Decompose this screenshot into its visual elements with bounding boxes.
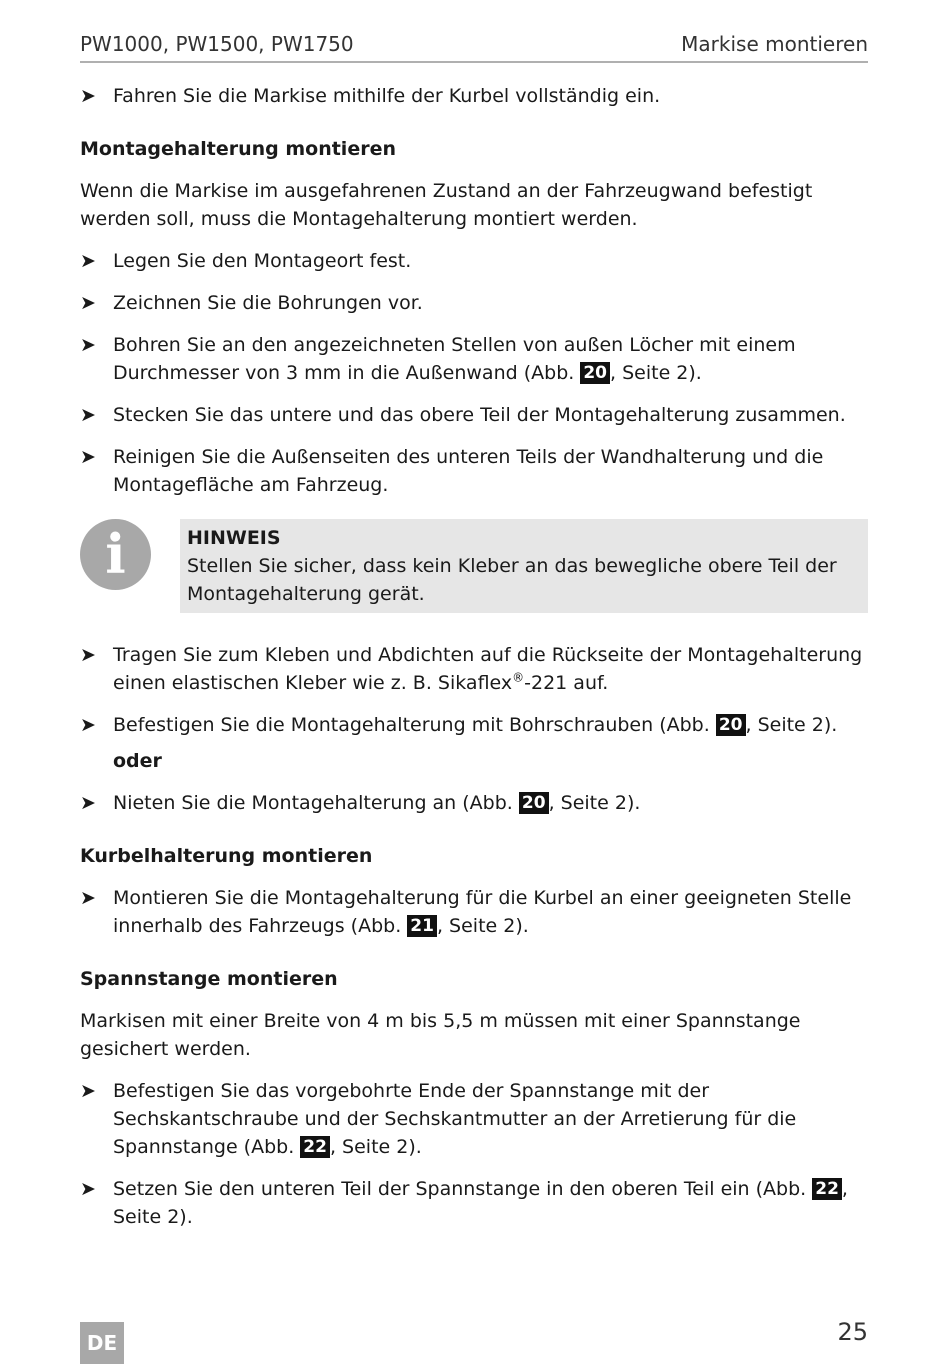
notice-block <box>80 519 870 615</box>
paragraph-spannstange: Markisen mit einer Breite von 4 m bis 5,5 m müssen mit einer Spannstange gesichert werden. <box>80 1010 801 1060</box>
bullet-arrow-icon: ➤ <box>80 714 96 736</box>
step-text: Legen Sie den Montageort fest. <box>113 250 412 272</box>
info-icon: i <box>80 519 151 590</box>
heading-montagehalterung: Montagehalterung montieren <box>80 138 396 160</box>
figure-reference: 20 <box>519 792 549 814</box>
bullet-arrow-icon: ➤ <box>80 1178 96 1200</box>
step-montageort <box>80 247 870 275</box>
header-divider <box>80 61 868 63</box>
step-retract-awning <box>80 82 870 110</box>
bullet-arrow-icon: ➤ <box>80 85 96 107</box>
bullet-arrow-icon: ➤ <box>80 887 96 909</box>
step-text: Stecken Sie das untere und das obere Teil der Montagehalterung zusammen. <box>113 404 846 426</box>
step-bohren <box>80 331 870 387</box>
step-kleber <box>80 641 870 697</box>
figure-reference: 20 <box>580 362 610 384</box>
header-section-title: Markise montieren <box>681 32 868 56</box>
page-content <box>80 82 870 1245</box>
notice-title: HINWEIS <box>187 527 281 549</box>
bullet-arrow-icon: ➤ <box>80 404 96 426</box>
step-text: Befestigen Sie die Montagehalterung mit Bohrschrauben (Abb. <box>113 714 710 736</box>
step-text: Nieten Sie die Montagehalterung an (Abb. <box>113 792 513 814</box>
heading-spannstange: Spannstange montieren <box>80 968 338 990</box>
step-text: Setzen Sie den unteren Teil der Spannstange in den oberen Teil ein (Abb. <box>113 1178 807 1200</box>
figure-reference: 21 <box>407 915 437 937</box>
step-bohrungen <box>80 289 870 317</box>
step-text-tail: , Seite 2). <box>745 714 838 736</box>
bullet-arrow-icon: ➤ <box>80 292 96 314</box>
step-text: Montieren Sie die Montagehalterung für die Kurbel an einer geeigneten Stelle innerhalb des Fahrzeugs (Abb. <box>113 887 852 937</box>
bullet-arrow-icon: ➤ <box>80 334 96 356</box>
alternative-label: oder <box>113 750 162 772</box>
bullet-arrow-icon: ➤ <box>80 792 96 814</box>
step-text: Befestigen Sie das vorgebohrte Ende der Spannstange mit der Sechskantschraube und der Sechskantmutter an der Arretierung für die Spannstange (Abb. <box>113 1080 797 1158</box>
notice-text: Stellen Sie sicher, dass kein Kleber an das bewegliche obere Teil der Montagehalterung gerät. <box>187 555 837 605</box>
bullet-arrow-icon: ➤ <box>80 644 96 666</box>
step-text: Reinigen Sie die Außenseiten des unteren Teils der Wandhalterung und die Montagefläche am Fahrzeug. <box>113 446 824 496</box>
figure-reference: 22 <box>812 1178 842 1200</box>
step-text-tail: , Seite 2). <box>436 915 529 937</box>
bullet-arrow-icon: ➤ <box>80 446 96 468</box>
step-text-tail: , Seite 2). <box>329 1136 422 1158</box>
step-text: Tragen Sie zum Kleben und Abdichten auf die Rückseite der Montagehalterung einen elastischen Kleber wie z. B. Sikaflex <box>113 644 863 694</box>
step-text-tail: , Seite 2). <box>113 1178 848 1228</box>
step-text-tail: , Seite 2). <box>548 792 641 814</box>
language-badge: DE <box>80 1322 124 1364</box>
step-spannstange-befestigen <box>80 1077 870 1161</box>
header-models: PW1000, PW1500, PW1750 <box>80 32 354 56</box>
figure-reference: 20 <box>716 714 746 736</box>
paragraph-montagehalterung: Wenn die Markise im ausgefahrenen Zustand an der Fahrzeugwand befestigt werden soll, muss die Montagehalterung montiert werden. <box>80 180 813 230</box>
step-text: Zeichnen Sie die Bohrungen vor. <box>113 292 423 314</box>
step-nieten <box>80 789 870 817</box>
step-text: Bohren Sie an den angezeichneten Stellen von außen Löcher mit einem Durchmesser von 3 mm in die Außenwand (Abb. <box>113 334 796 384</box>
step-text-tail: -221 auf. <box>524 672 609 694</box>
notice-box <box>180 519 868 613</box>
figure-reference: 22 <box>300 1136 330 1158</box>
step-bohrschrauben <box>80 711 870 739</box>
step-spannstange-einsetzen <box>80 1175 870 1231</box>
step-text: Fahren Sie die Markise mithilfe der Kurbel vollständig ein. <box>113 85 661 107</box>
step-zusammenstecken <box>80 401 870 429</box>
heading-kurbelhalterung: Kurbelhalterung montieren <box>80 845 373 867</box>
page-number: 25 <box>837 1318 868 1346</box>
registered-mark: ® <box>512 670 525 685</box>
step-text-tail: , Seite 2). <box>610 362 702 384</box>
step-reinigen <box>80 443 870 499</box>
bullet-arrow-icon: ➤ <box>80 250 96 272</box>
bullet-arrow-icon: ➤ <box>80 1080 96 1102</box>
step-kurbelhalterung <box>80 884 870 940</box>
